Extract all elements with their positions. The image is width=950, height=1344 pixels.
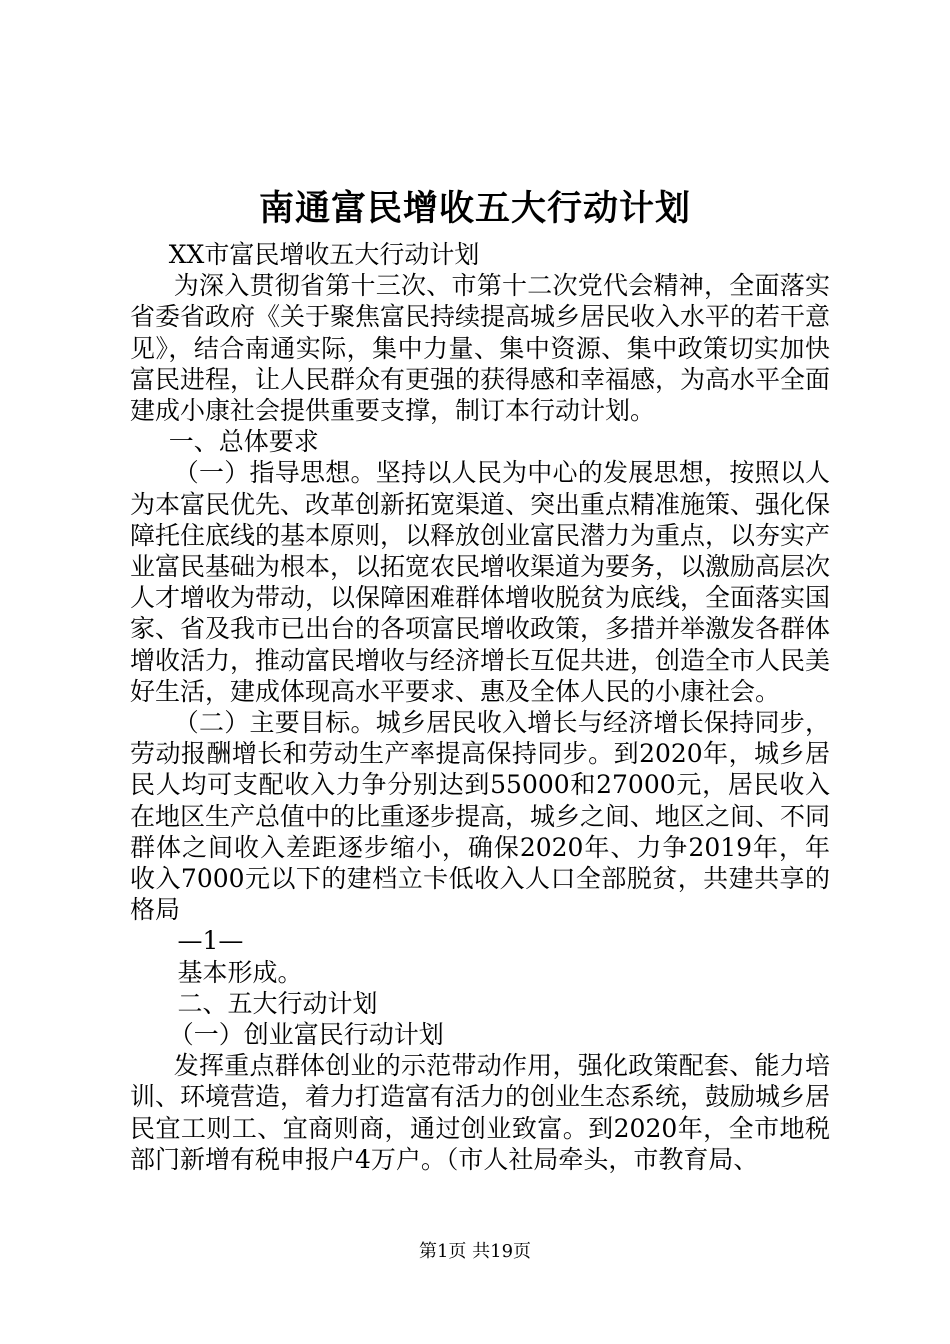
intro-paragraph: 为深入贯彻省第十三次、市第十二次党代会精神，全面落实省委省政府《关于聚焦富民持续提高城乡居民收入水平的若干意见》，结合南通实际，集中力量、集中资源、集中政策切实加快富民进程，让人民群众有更强的获得感和幸福感，为高水平全面建成小康社会提供重要支撑，制订本行动计划。 xyxy=(130,271,831,426)
page-footer-indicator: 第1页 共19页 xyxy=(418,1241,532,1262)
document-body xyxy=(130,239,830,1175)
section-heading-five-actions: 二、五大行动计划 xyxy=(177,988,378,1018)
subtitle-paragraph: XX市富民增收五大行动计划 xyxy=(168,240,480,269)
inline-page-number: —1— xyxy=(177,926,244,956)
guiding-thought-paragraph: （一）指导思想。坚持以人民为中心的发展思想，按照以人为本富民优先、改革创新拓宽渠道、突出重点精准施策、强化保障托住底线的基本原则，以释放创业富民潜力为重点，以夯实产业富民基础为根本，以拓宽农民增收渠道为要务，以激励高层次人才增收为带动，以保障困难群体增收脱贫为底线，全面落实国家、省及我市已出台的各项富民增收政策，多措并举激发各群体增收活力，推动富民增收与经济增长互促共进，创造全市人民美好生活，建成体现高水平要求、惠及全体人民的小康社会。 xyxy=(130,458,831,706)
main-goals-paragraph: （二）主要目标。城乡居民收入增长与经济增长保持同步，劳动报酬增长和劳动生产率提高保持同步。到2020年，城乡居民人均可支配收入力争分别达到55000和27000元，居民收入在地区生产总值中的比重逐步提高，城乡之间、地区之间、不同群体之间收入差距逐步缩小，确保2020年、力争2019年，年收入7000元以下的建档立卡低收入人口全部脱贫，共建共享的格局 xyxy=(130,708,831,925)
section-heading-general-requirements: 一、总体要求 xyxy=(168,427,319,457)
entrepreneurship-paragraph: 发挥重点群体创业的示范带动作用，强化政策配套、能力培训、环境营造，着力打造富有活力的创业生态系统，鼓励城乡居民宜工则工、宜商则商，通过创业致富。到2020年，全市地税部门新增有税申报户4万户。（市人社局牵头，市教育局、 xyxy=(130,1051,831,1174)
document-title: 南通富民增收五大行动计划 xyxy=(258,188,691,229)
subsection-heading-entrepreneurship: （一）创业富民行动计划 xyxy=(168,1020,444,1050)
continuation-paragraph: 基本形成。 xyxy=(177,957,303,987)
